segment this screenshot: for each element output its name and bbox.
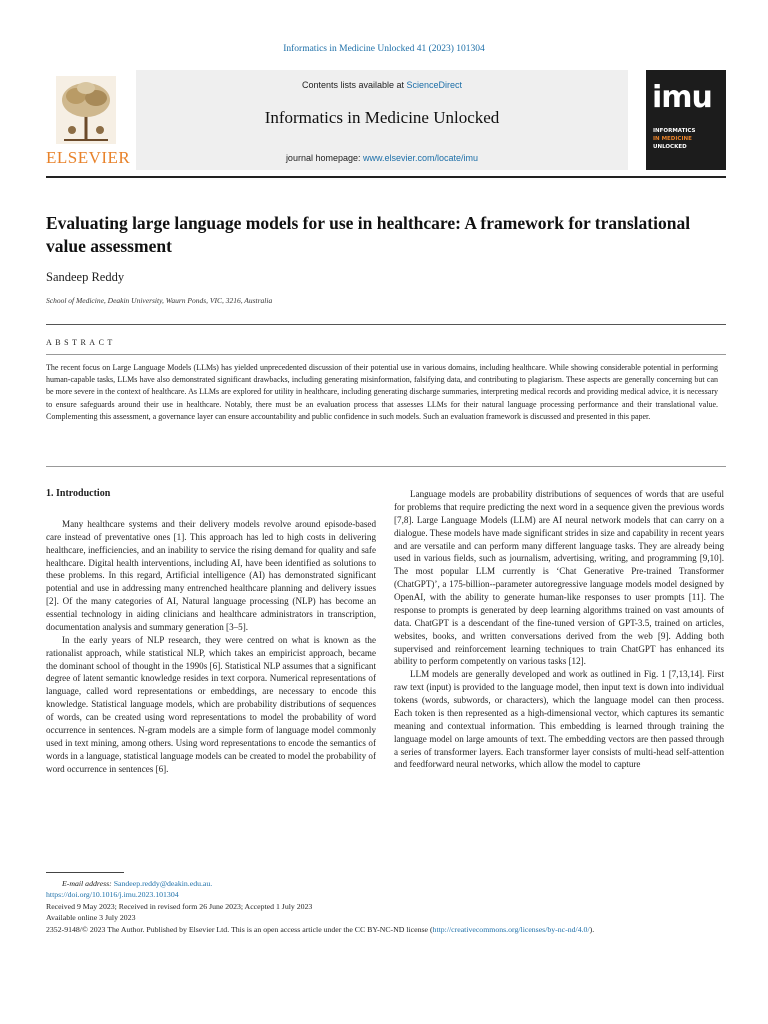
author-email-link[interactable]: Sandeep.reddy@deakin.edu.au. <box>113 879 213 888</box>
contents-lists-line <box>136 80 628 90</box>
email-line <box>46 878 726 889</box>
body-column-right <box>394 488 724 771</box>
journal-homepage-link[interactable]: www.elsevier.com/locate/imu <box>363 153 479 163</box>
license-link[interactable]: http://creativecommons.org/licenses/by-nc-nd/4.0/ <box>432 924 590 934</box>
doi-link[interactable]: https://doi.org/10.1016/j.imu.2023.101304 <box>46 890 179 900</box>
article-title: Evaluating large language models for use in healthcare: A framework for translational value assessment <box>46 213 691 256</box>
sciencedirect-link[interactable]: ScienceDirect <box>406 80 463 90</box>
body-paragraph: In the early years of NLP research, they were centred on what is known as the rationalist approach, while statistical NLP, which takes an empiricist approach, became the dominant school of thought in the 1990s [6]. Statistical NLP assumes that a significant degree of latent semantic knowledge resides in text corpora. Numerical representations of language, called word representations or embeddings, are necessary to encode this knowledge. Statistical language models, which are probability distributions of sequences of words, can be created using word representations to model the probability of word occurrence in sentences. N-gram models are a simple form of language model commonly used in text mining, among others. Using word representations to encode the semantics of words in a language, statistical language models can be created to model the probability of word occurrence in sentences [6]. <box>46 634 376 774</box>
elsevier-logo[interactable] <box>46 76 131 170</box>
journal-cover-thumbnail[interactable] <box>646 70 726 170</box>
abstract-bottom-divider <box>46 466 726 467</box>
body-paragraph: LLM models are generally developed and work as outlined in Fig. 1 [7,13,14]. First raw text (input) is provided to the language model, then input text is down into individual tokens (words, subwords, or characters), which the language model can then process. Each token is then represented as a high-dimensional vector, which captures its semantic meaning and contextual information. This embedding is learned through training the language model on large amounts of text. The embedding vectors are then passed through a series of transformer layers. Each transformer layer consists of multi-head self-attention and feedforward neural networks, which allow the model to capture <box>394 669 724 770</box>
journal-info-band <box>136 70 628 170</box>
cover-line-1: INFORMATICS <box>653 128 696 134</box>
elsevier-wordmark: ELSEVIER <box>46 148 131 167</box>
journal-masthead <box>46 70 726 170</box>
cover-logo: imu <box>652 80 712 115</box>
contents-prefix: Contents lists available at <box>301 80 407 90</box>
email-label: E-mail address: <box>62 879 112 888</box>
body-paragraph: Language models are probability distributions of sequences of words that are useful for problems that require predicting the next word in a sequence given the previous words [7,8]. Large Language Models (LLM) are AI neural network models that can carry on a dialogue. These models have made significant strides in size and capability in recent years and are versatile and can perform many different language tasks. They are already being used in various fields, such as journalism, advertising, writing, and programming [9,10]. The most popular LLM currently is ‘Chat Generative Pre-trained Transformer (ChatGPT)’, a 175-billion--parameter autoregressive language models model designed by OpenAI, with the ability to generate human-like responses to user prompts [11]. The response to prompts is generated by deep learning algorithms trained on vast amounts of data. ChatGPT is a descendant of the fine-tuned version of GPT-3.5, trained on articles, websites, books, and written conversations derived from the web [9]. Adding both supervised and reinforcement learning techniques to train ChatGPT has enhanced its ability to perform competently on various tasks [12]. <box>394 489 724 667</box>
header-divider <box>46 176 726 178</box>
journal-title: Informatics in Medicine Unlocked <box>264 108 500 127</box>
abstract-top-divider <box>46 324 726 325</box>
section-heading-introduction: 1. Introduction <box>46 488 111 499</box>
homepage-prefix: journal homepage: <box>285 153 363 163</box>
cover-line-2: IN MEDICINE <box>653 136 692 142</box>
abstract-body: The recent focus on Large Language Models (LLMs) has yielded unprecedented discussion of their potential use in various domains, including healthcare. While showing considerable potential in performing human-capable tasks, LLMs have also demonstrated significant drawbacks, including generating misinformation, falsifying data, and contributing to plagiarism. These aspects are generally concerning but can be more severe in the context of healthcare. As LLMs are explored for utility in healthcare, including generating discharge summaries, interpreting medical records and providing medical advice, it is necessary to ensure safeguards around their use in healthcare. Notably, there must be an evaluation process that assesses LLMs for their natural language processing performance and their translational value. Complementing this assessment, a governance layer can ensure accountability and public confidence in such models. Such an evaluation framework is discussed and presented in this paper. <box>46 363 718 421</box>
body-column-left <box>46 488 376 775</box>
license-prefix: 2352-9148/© 2023 The Author. Published by Elsevier Ltd. This is an open access article under the CC BY-NC-ND license ( <box>46 924 433 934</box>
journal-citation-link[interactable]: Informatics in Medicine Unlocked 41 (2023) 101304 <box>283 44 485 54</box>
elsevier-tree-icon <box>56 76 116 144</box>
available-online-date: Available online 3 July 2023 <box>46 913 136 923</box>
body-paragraph: Many healthcare systems and their delivery models revolve around episode-based care instead of preventative ones [1]. This approach has led to high costs in delivering healthcare, inefficiencies, and an inability to service the rising demand for quality and safe healthcare. Digital health interventions, including AI, have been identified as solutions to these problems. In this regard, Artificial intelligence (AI) has demonstrated significant potential and use in addressing many entrenched healthcare planning and delivery issues [2]. Of the many categories of AI, Natural language processing (NLP) has become an essential technology in aiding clinicians and healthcare administrators in transcription, documentation analysis and summary generation [3–5]. <box>46 518 376 632</box>
abstract-heading-divider <box>46 354 726 355</box>
cover-line-3: UNLOCKED <box>653 144 687 150</box>
footnote-divider <box>46 872 124 873</box>
license-suffix: ). <box>589 924 595 934</box>
license-statement <box>46 924 726 935</box>
author-name[interactable]: Sandeep Reddy <box>46 270 125 284</box>
article-footer <box>46 878 726 935</box>
author-affiliation: School of Medicine, Deakin University, Waurn Ponds, VIC, 3216, Australia <box>46 296 273 305</box>
abstract-heading: ABSTRACT <box>46 338 116 347</box>
journal-homepage-line <box>136 153 628 163</box>
received-dates: Received 9 May 2023; Received in revised form 26 June 2023; Accepted 1 July 2023 <box>46 901 313 911</box>
